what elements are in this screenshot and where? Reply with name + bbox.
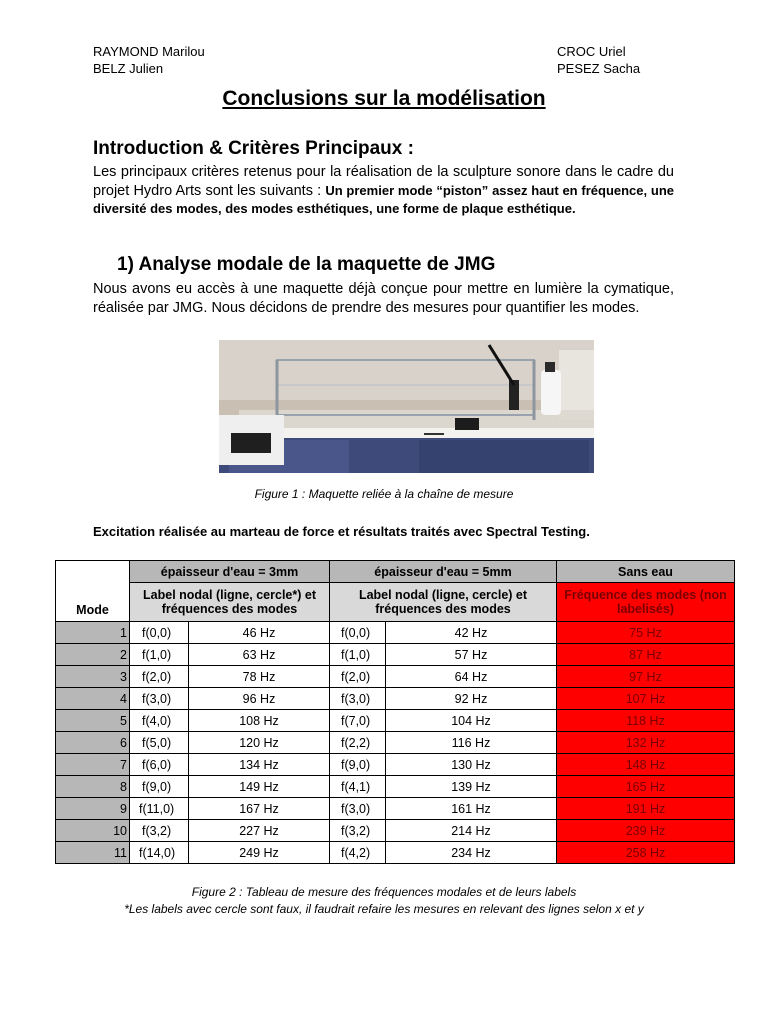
introduction-bold-text: Un premier mode “piston” assez haut en fréquence, une diversité des modes, des modes esthétiques, une forme de plaque esthétique. xyxy=(93,182,674,216)
mode-column-header: Mode xyxy=(56,583,130,622)
frequency-5mm: 139 Hz xyxy=(386,776,557,798)
label-5mm: f(4,1) xyxy=(330,776,386,798)
table-row xyxy=(56,754,735,776)
label-5mm: f(3,0) xyxy=(330,798,386,820)
frequency-3mm: 134 Hz xyxy=(189,754,330,776)
frequency-5mm: 92 Hz xyxy=(386,688,557,710)
table-body xyxy=(56,622,735,864)
table-row xyxy=(56,732,735,754)
page-title: Conclusions sur la modélisation xyxy=(222,87,546,110)
table-row xyxy=(56,842,735,864)
figure-2-note: *Les labels avec cercle sont faux, il faudrait refaire les mesures en relevant des lignes selon x et y xyxy=(124,902,644,916)
frequency-5mm: 57 Hz xyxy=(386,644,557,666)
figure-1-caption: Figure 1 : Maquette reliée à la chaîne de mesure xyxy=(254,487,514,501)
label-3mm: f(0,0) xyxy=(130,622,189,644)
label-5mm: f(3,2) xyxy=(330,820,386,842)
frequency-no-water: 258 Hz xyxy=(557,842,735,864)
frequency-5mm: 116 Hz xyxy=(386,732,557,754)
table-row xyxy=(56,666,735,688)
frequency-3mm: 167 Hz xyxy=(189,798,330,820)
figure-2-caption: Figure 2 : Tableau de mesure des fréquences modales et de leurs labels xyxy=(191,885,577,899)
table-row xyxy=(56,776,735,798)
frequency-no-water: 118 Hz xyxy=(557,710,735,732)
sub-header-no-water: Fréquence des modes (non labelisés) xyxy=(557,583,735,622)
section-heading-modal-analysis: 1) Analyse modale de la maquette de JMG xyxy=(117,254,496,275)
frequency-5mm: 234 Hz xyxy=(386,842,557,864)
frequency-5mm: 161 Hz xyxy=(386,798,557,820)
frequency-3mm: 249 Hz xyxy=(189,842,330,864)
label-5mm: f(2,0) xyxy=(330,666,386,688)
label-3mm: f(5,0) xyxy=(130,732,189,754)
mode-number: 7 xyxy=(56,754,130,776)
frequency-no-water: 165 Hz xyxy=(557,776,735,798)
author-name: RAYMOND Marilou xyxy=(93,44,205,59)
label-3mm: f(1,0) xyxy=(130,644,189,666)
group-header-5mm: épaisseur d'eau = 5mm xyxy=(330,561,557,583)
author-name: PESEZ Sacha xyxy=(557,61,641,76)
frequency-3mm: 108 Hz xyxy=(189,710,330,732)
mode-number: 11 xyxy=(56,842,130,864)
author-name: CROC Uriel xyxy=(557,44,626,59)
sub-header-5mm: Label nodal (ligne, cercle) et fréquences des modes xyxy=(330,583,557,622)
group-header-3mm: épaisseur d'eau = 3mm xyxy=(130,561,330,583)
mode-number: 2 xyxy=(56,644,130,666)
frequency-3mm: 227 Hz xyxy=(189,820,330,842)
frequency-no-water: 191 Hz xyxy=(557,798,735,820)
label-3mm: f(4,0) xyxy=(130,710,189,732)
frequency-3mm: 46 Hz xyxy=(189,622,330,644)
mode-number: 3 xyxy=(56,666,130,688)
mode-number: 6 xyxy=(56,732,130,754)
frequency-3mm: 96 Hz xyxy=(189,688,330,710)
frequency-3mm: 78 Hz xyxy=(189,666,330,688)
label-5mm: f(2,2) xyxy=(330,732,386,754)
frequency-3mm: 63 Hz xyxy=(189,644,330,666)
frequency-5mm: 214 Hz xyxy=(386,820,557,842)
label-5mm: f(1,0) xyxy=(330,644,386,666)
frequency-no-water: 97 Hz xyxy=(557,666,735,688)
mode-number: 5 xyxy=(56,710,130,732)
introduction-text: Les principaux critères retenus pour la réalisation de la sculpture sonore dans le cadre du projet Hydro Arts sont les suivants : xyxy=(93,164,674,199)
table-row xyxy=(56,798,735,820)
frequency-no-water: 148 Hz xyxy=(557,754,735,776)
table-row xyxy=(56,644,735,666)
label-5mm: f(0,0) xyxy=(330,622,386,644)
frequency-5mm: 104 Hz xyxy=(386,710,557,732)
label-5mm: f(9,0) xyxy=(330,754,386,776)
frequency-5mm: 42 Hz xyxy=(386,622,557,644)
group-header-no-water: Sans eau xyxy=(557,561,735,583)
mode-number: 1 xyxy=(56,622,130,644)
modal-frequency-table xyxy=(55,560,735,864)
mode-number: 9 xyxy=(56,798,130,820)
introduction-paragraph xyxy=(93,163,674,219)
label-3mm: f(2,0) xyxy=(130,666,189,688)
frequency-3mm: 120 Hz xyxy=(189,732,330,754)
authors-right xyxy=(557,43,640,77)
section-heading-introduction: Introduction & Critères Principaux : xyxy=(93,138,414,159)
table-group-header-row xyxy=(56,561,735,583)
table-row xyxy=(56,688,735,710)
frequency-5mm: 64 Hz xyxy=(386,666,557,688)
table-row xyxy=(56,710,735,732)
table-sub-header-row xyxy=(56,583,735,622)
measurement-setup-image xyxy=(219,340,594,473)
frequency-no-water: 107 Hz xyxy=(557,688,735,710)
label-3mm: f(14,0) xyxy=(130,842,189,864)
mode-number: 10 xyxy=(56,820,130,842)
frequency-no-water: 132 Hz xyxy=(557,732,735,754)
label-3mm: f(9,0) xyxy=(130,776,189,798)
label-3mm: f(3,2) xyxy=(130,820,189,842)
modal-analysis-paragraph: Nous avons eu accès à une maquette déjà conçue pour mettre en lumière la cymatique, réalisée par JMG. Nous décidons de prendre des mesures pour quantifier les modes. xyxy=(93,281,674,316)
frequency-5mm: 130 Hz xyxy=(386,754,557,776)
author-name: BELZ Julien xyxy=(93,61,164,76)
label-3mm: f(3,0) xyxy=(130,688,189,710)
frequency-no-water: 75 Hz xyxy=(557,622,735,644)
table-row xyxy=(56,820,735,842)
label-5mm: f(4,2) xyxy=(330,842,386,864)
excitation-note: Excitation réalisée au marteau de force et résultats traités avec Spectral Testing. xyxy=(93,524,590,539)
frequency-no-water: 239 Hz xyxy=(557,820,735,842)
authors-left xyxy=(93,43,205,77)
label-3mm: f(6,0) xyxy=(130,754,189,776)
label-3mm: f(11,0) xyxy=(130,798,189,820)
sub-header-3mm: Label nodal (ligne, cercle*) et fréquences des modes xyxy=(130,583,330,622)
table-corner-cell xyxy=(56,561,130,583)
mode-number: 4 xyxy=(56,688,130,710)
figure-1-photo xyxy=(219,340,594,473)
frequency-no-water: 87 Hz xyxy=(557,644,735,666)
label-5mm: f(7,0) xyxy=(330,710,386,732)
table-row xyxy=(56,622,735,644)
frequency-3mm: 149 Hz xyxy=(189,776,330,798)
label-5mm: f(3,0) xyxy=(330,688,386,710)
mode-number: 8 xyxy=(56,776,130,798)
